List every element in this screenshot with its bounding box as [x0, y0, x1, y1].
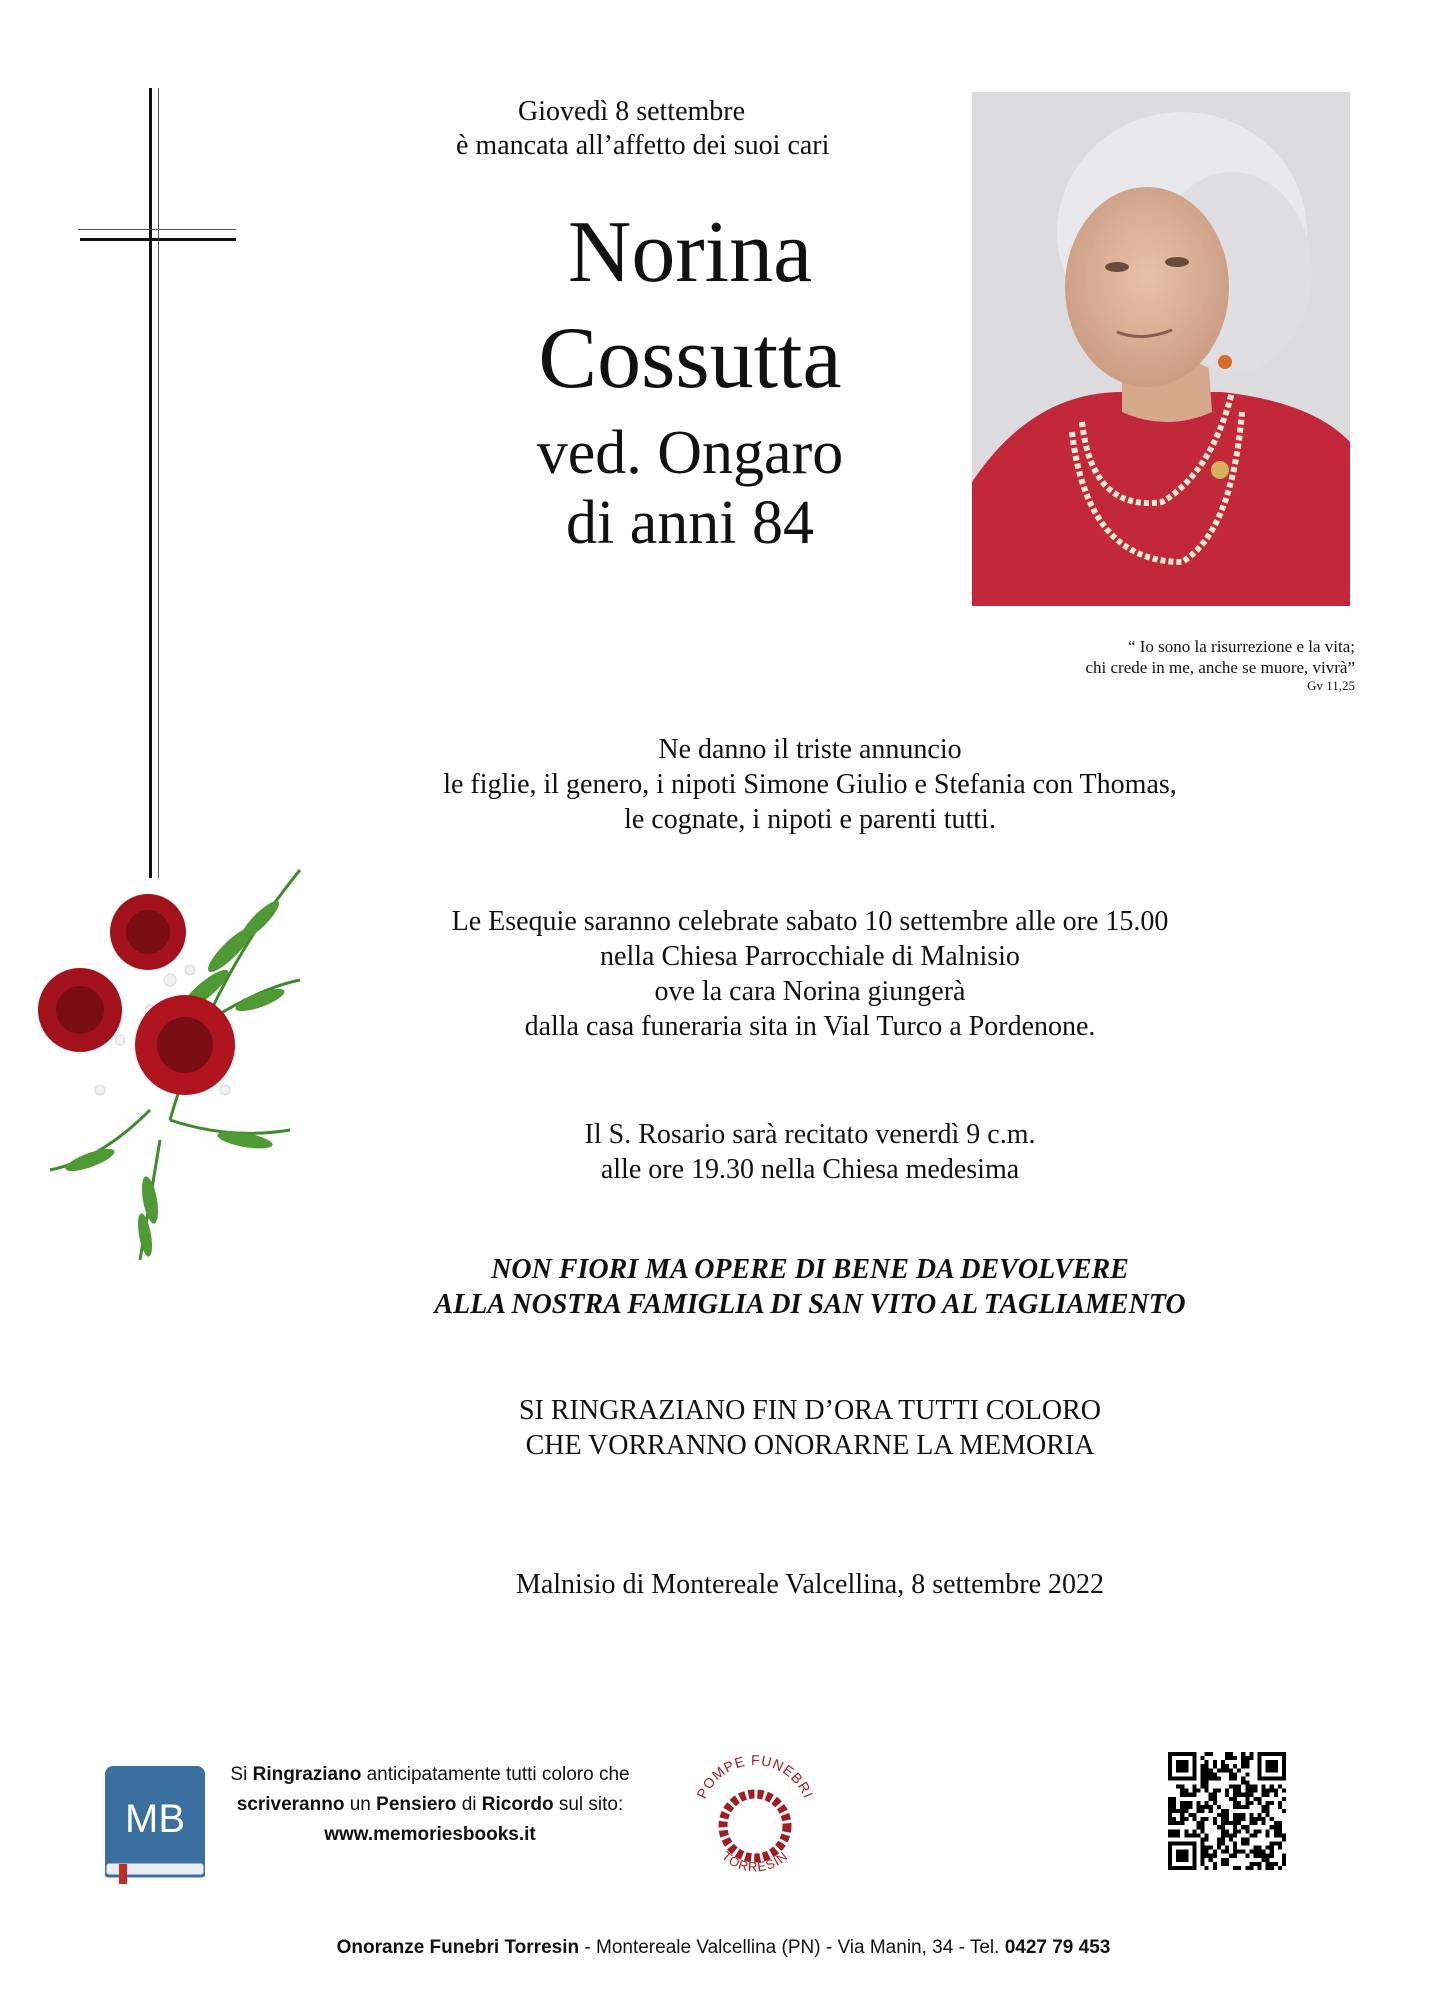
quote-line-2: chi crede in me, anche se muore, vivrà”: [1085, 658, 1355, 677]
announcement-line: Ne danno il triste annuncio: [658, 734, 962, 765]
company-address: - Montereale Valcellina (PN) - Via Manin, 34 - Tel.: [579, 1937, 1005, 1958]
quote-line-1: “ Io sono la risurrezione e la vita;: [1127, 637, 1355, 656]
company-name: Onoranze Funebri Torresin: [336, 1937, 580, 1958]
flowers-note-line: ALLA NOSTRA FAMIGLIA DI SAN VITO AL TAGLIAMENTO: [434, 1289, 1186, 1320]
mb-text-part: anticipatamente tutti coloro che: [361, 1764, 630, 1785]
quote-reference: Gv 11,25: [1307, 678, 1355, 693]
deceased-details: [440, 418, 940, 558]
first-name: Norina: [567, 204, 813, 301]
mb-text-bold: Ringraziano: [252, 1764, 362, 1785]
announcement-block: [260, 732, 1360, 837]
portrait-illustration: [972, 92, 1350, 606]
funeral-line: ove la cara Norina giungerà: [654, 976, 966, 1007]
thanks-line: SI RINGRAZIANO FIN D’ORA TUTTI COLORO: [518, 1395, 1102, 1426]
memoriesbooks-message: [210, 1760, 650, 1850]
intro-line: è mancata all’affetto dei suoi cari: [456, 130, 830, 161]
cross-horizontal-bar: [80, 238, 236, 241]
rosary-line: alle ore 19.30 nella Chiesa medesima: [600, 1154, 1020, 1185]
mb-message-line-2: [210, 1790, 650, 1820]
announcement-line: le cognate, i nipoti e parenti tutti.: [624, 804, 996, 835]
date-line: Giovedì 8 settembre: [518, 96, 746, 127]
funeral-block: [260, 904, 1360, 1044]
funeral-line: nella Chiesa Parrocchiale di Malnisio: [600, 941, 1020, 972]
rosary-block: [260, 1117, 1360, 1187]
flowers-note-block: [260, 1252, 1360, 1322]
place-and-date: Malnisio di Montereale Valcellina, 8 settembre 2022: [515, 1569, 1105, 1600]
pf-bottom-text: TORRESIN: [719, 1848, 791, 1875]
pompe-funebri-torresin-logo: [690, 1748, 820, 1888]
rosary-line: Il S. Rosario sarà recitato venerdì 9 c.m.: [584, 1119, 1036, 1150]
pf-top-text: POMPE FUNEBRI: [693, 1751, 817, 1801]
company-phone: 0427 79 453: [1004, 1937, 1111, 1958]
footer-contact-line: [100, 1937, 1347, 1959]
mb-logo-text: MB: [125, 1797, 185, 1841]
memoriesbooks-logo: [105, 1766, 205, 1884]
flowers-note-line: NON FIORI MA OPERE DI BENE DA DEVOLVERE: [491, 1254, 1129, 1285]
qr-code[interactable]: [1168, 1752, 1286, 1870]
mb-text-part: un: [344, 1794, 377, 1815]
wreath-icon: [690, 1748, 820, 1888]
mb-url-link[interactable]: [210, 1820, 650, 1850]
age: di anni 84: [566, 489, 814, 557]
header-block: [420, 95, 960, 163]
cross-vertical-shadow: [158, 88, 159, 878]
mb-message-line-1: [210, 1760, 650, 1790]
mb-text-bold: scriveranno: [236, 1794, 345, 1815]
funeral-line: Le Esequie saranno celebrate sabato 10 settembre alle ore 15.00: [451, 906, 1169, 937]
thanks-line: CHE VORRANNO ONORARNE LA MEMORIA: [525, 1430, 1095, 1461]
qr-code-icon: [1168, 1752, 1286, 1870]
cross-horizontal-shadow: [78, 229, 236, 230]
announcement-line: le figlie, il genero, i nipoti Simone Giulio e Stefania con Thomas,: [443, 769, 1177, 800]
book-icon: [105, 1766, 205, 1884]
mb-text-bold: Ricordo: [481, 1794, 554, 1815]
deceased-name: [440, 200, 940, 412]
mb-text-bold: Pensiero: [376, 1794, 457, 1815]
bible-quote: [960, 636, 1355, 694]
svg-text:POMPE FUNEBRI: [693, 1752, 817, 1801]
svg-text:TORRESIN: [719, 1848, 791, 1874]
mb-text-part: sul sito:: [553, 1794, 624, 1815]
mb-text-part: Si: [230, 1764, 253, 1785]
widow-of: ved. Ongaro: [536, 419, 844, 487]
cross-vertical-bar: [149, 88, 152, 878]
funeral-line: dalla casa funeraria sita in Vial Turco a Pordenone.: [524, 1011, 1096, 1042]
mb-text-part: di: [456, 1794, 482, 1815]
thanks-block: [260, 1393, 1360, 1463]
portrait-photo: [972, 92, 1350, 606]
last-name: Cossutta: [538, 310, 842, 407]
mb-url[interactable]: www.memoriesbooks.it: [324, 1824, 536, 1845]
